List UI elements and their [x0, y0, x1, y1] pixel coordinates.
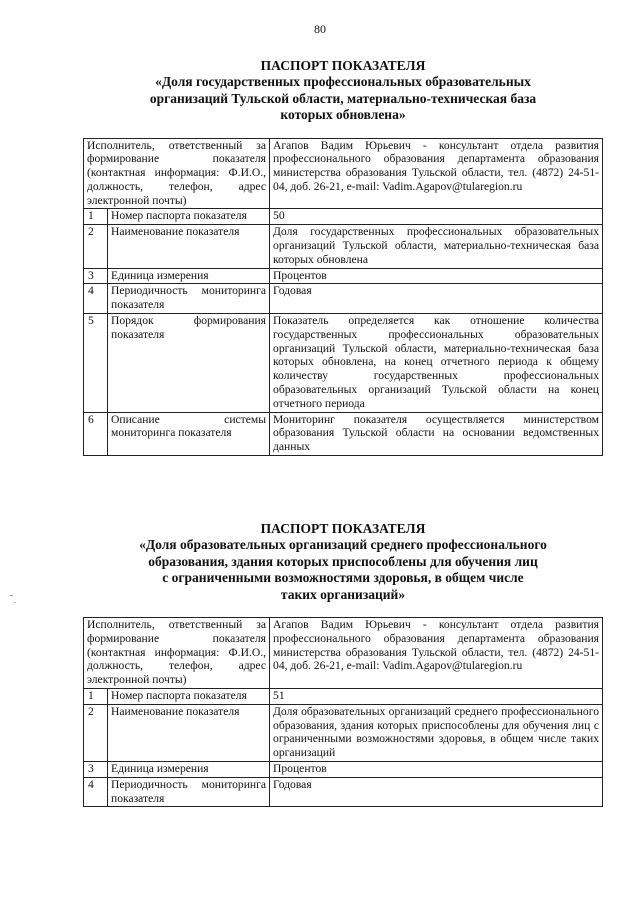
- row-value: Процентов: [270, 761, 603, 777]
- row-label: Порядок формирования показателя: [108, 314, 270, 413]
- passport-title-line: организаций Тульской области, материально-техническая база: [149, 90, 537, 106]
- passport-title-line: образования, здания которых приспособлены для обучения лиц: [148, 553, 538, 569]
- passport-title-line: «Доля образовательных организаций среднего профессионального: [139, 537, 547, 552]
- row-label: Номер паспорта показателя: [108, 688, 270, 704]
- row-number: 4: [84, 284, 108, 314]
- indicator-passport-51: [83, 521, 603, 807]
- table-row: [84, 704, 603, 761]
- row-label: Периодичность мониторинга показателя: [108, 284, 270, 314]
- table-row: [84, 225, 603, 268]
- row-label: Описание системы мониторинга показателя: [108, 412, 270, 455]
- row-value: 51: [270, 688, 603, 704]
- row-label: Номер паспорта показателя: [108, 209, 270, 225]
- row-value: Доля государственных профессиональных образовательных организаций Тульской области, материально-техническая база которых обновлена: [270, 225, 603, 268]
- row-number: 3: [84, 268, 108, 284]
- passport-table: [83, 617, 603, 807]
- executor-row: [84, 618, 603, 689]
- row-value: Показатель определяется как отношение количества государственных профессиональных образовательных организаций Тульской области, материально-техническая база которых обновлена, на конец отчетного периода к общему количеству государственных профессиональных образовательных организаций Тульской области на конец отчетного периода: [270, 314, 603, 413]
- row-number: 5: [84, 314, 108, 413]
- table-row: [84, 777, 603, 807]
- passport-title: [83, 537, 603, 603]
- row-label: Периодичность мониторинга показателя: [108, 777, 270, 807]
- executor-value: Агапов Вадим Юрьевич - консультант отдела развития профессионального образования департамента образования министерства образования Тульской области, тел. (4872) 24-51-04, доб. 26-21, e-mail: Vadim.Agapov@tularegion.ru: [270, 618, 603, 689]
- passport-title-line: таких организаций»: [280, 586, 406, 602]
- passport-heading: ПАСПОРТ ПОКАЗАТЕЛЯ: [260, 58, 426, 73]
- table-row: [84, 688, 603, 704]
- row-value: Мониторинг показателя осуществляется министерством образования Тульской области на основании ведомственных данных: [270, 412, 603, 455]
- scan-speck: [14, 602, 16, 603]
- executor-label: Исполнитель, ответственный за формирование показателя (контактная информация: Ф.И.О., должность, телефон, адрес электронной почты): [84, 618, 270, 689]
- indicator-passport-50: [83, 58, 603, 456]
- row-number: 1: [84, 209, 108, 225]
- table-row: [84, 412, 603, 455]
- row-number: 6: [84, 412, 108, 455]
- row-value: 50: [270, 209, 603, 225]
- table-row: [84, 314, 603, 413]
- table-row: [84, 284, 603, 314]
- row-number: 3: [84, 761, 108, 777]
- page-number: 80: [314, 22, 326, 36]
- row-value: Годовая: [270, 777, 603, 807]
- row-label: Наименование показателя: [108, 704, 270, 761]
- passport-title: [83, 74, 603, 124]
- table-row: [84, 268, 603, 284]
- row-label: Наименование показателя: [108, 225, 270, 268]
- passport-title-line: которых обновлена»: [280, 107, 406, 122]
- row-number: 1: [84, 688, 108, 704]
- row-value: Процентов: [270, 268, 603, 284]
- table-row: [84, 209, 603, 225]
- executor-value: Агапов Вадим Юрьевич - консультант отдела развития профессионального образования департамента образования министерства образования Тульской области, тел. (4872) 24-51-04, доб. 26-21, e-mail: Vadim.Agapov@tularegion.ru: [270, 138, 603, 209]
- executor-row: [84, 138, 603, 209]
- passport-title-line: «Доля государственных профессиональных образовательных: [155, 74, 531, 89]
- row-label: Единица измерения: [108, 268, 270, 284]
- passport-title-line: с ограниченными возможностями здоровья, в общем числе: [162, 570, 524, 585]
- row-label: Единица измерения: [108, 761, 270, 777]
- row-number: 2: [84, 704, 108, 761]
- row-value: Доля образовательных организаций среднего профессионального образования, здания которых приспособлены для обучения лиц с ограниченными возможностями здоровья, в общем числе таких организаций: [270, 704, 603, 761]
- row-number: 2: [84, 225, 108, 268]
- passport-table: [83, 138, 603, 457]
- executor-label: Исполнитель, ответственный за формирование показателя (контактная информация: Ф.И.О., должность, телефон, адрес электронной почты): [84, 138, 270, 209]
- table-row: [84, 761, 603, 777]
- scan-speck: [10, 595, 13, 596]
- row-number: 4: [84, 777, 108, 807]
- passport-heading: ПАСПОРТ ПОКАЗАТЕЛЯ: [260, 521, 426, 536]
- row-value: Годовая: [270, 284, 603, 314]
